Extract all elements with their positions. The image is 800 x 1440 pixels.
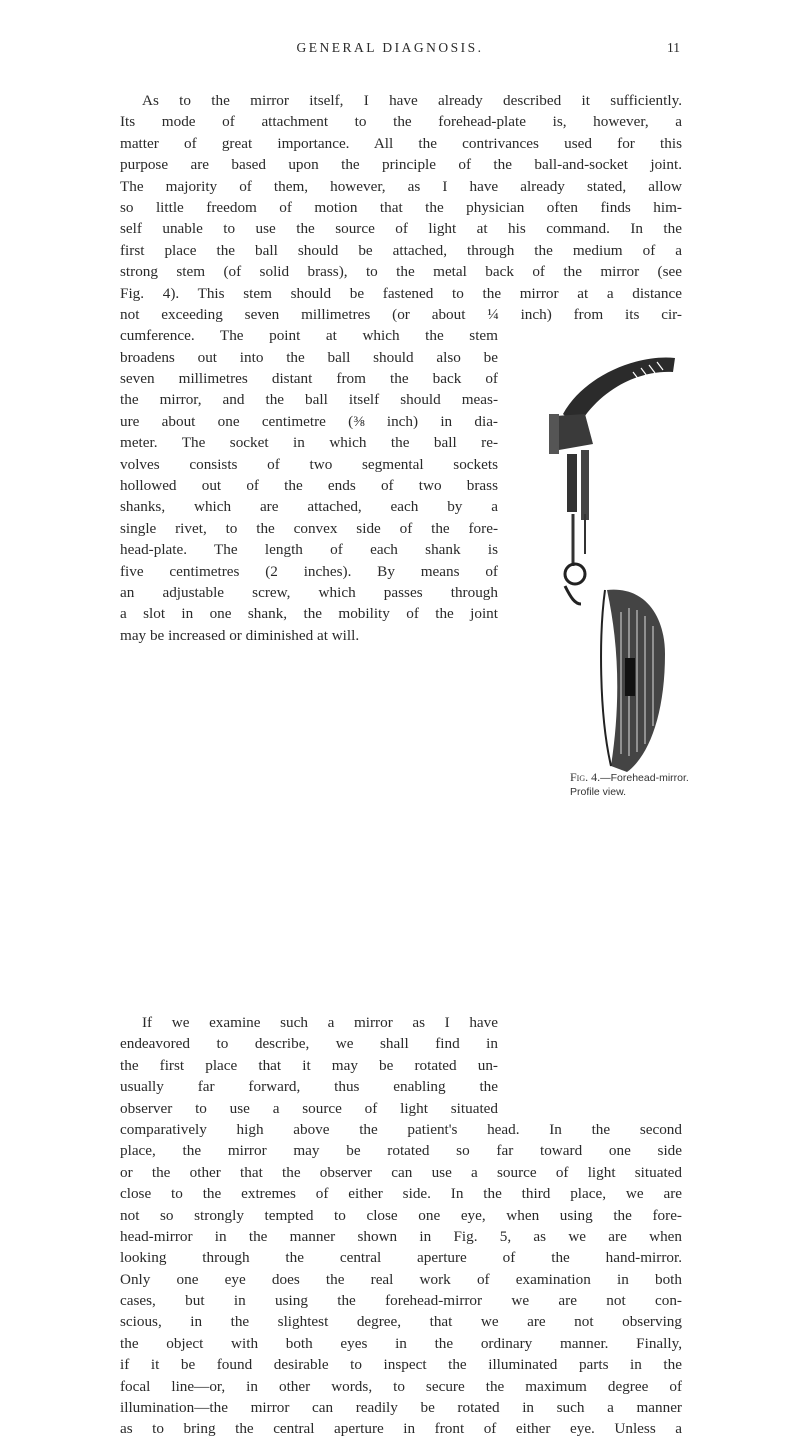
figure-label: Fig. 4. bbox=[570, 770, 601, 784]
text-line: endeavored to describe, we shall find in bbox=[120, 1035, 498, 1053]
text-line: hollowed out of the ends of two brass bbox=[120, 477, 498, 495]
text-line: strong stem (of solid brass), to the metal back of the mirror (see bbox=[120, 263, 682, 281]
text-line: Fig. 4). This stem should be fastened to the mirror at a distance bbox=[120, 284, 682, 302]
text-line: ure about one centimetre (⅜ inch) in dia- bbox=[120, 412, 498, 430]
socket-shank-upper bbox=[567, 454, 577, 512]
text-line: shanks, which are attached, each by a bbox=[120, 498, 498, 516]
figure-caption bbox=[570, 770, 700, 799]
text-line: an adjustable screw, which passes through bbox=[120, 583, 498, 601]
text-line: purpose are based upon the principle of the ball-and-socket joint. bbox=[120, 156, 682, 174]
text-line: as to bring the central aperture in front of either eye. Unless a bbox=[120, 1420, 682, 1438]
ball-joint bbox=[565, 564, 585, 584]
text-line: comparatively high above the patient's head. In the second bbox=[120, 1120, 682, 1138]
text-line: looking through the central aperture of the hand-mirror. bbox=[120, 1249, 682, 1267]
text-line: seven millimetres distant from the back of bbox=[120, 370, 498, 388]
text-line: head-mirror in the manner shown in Fig. 5, as we are when bbox=[120, 1227, 682, 1245]
text-line: If we examine such a mirror as I have bbox=[142, 1014, 498, 1031]
text-line: if it be found desirable to inspect the illuminated parts in the bbox=[120, 1356, 682, 1374]
text-line: scious, in the slightest degree, that we are not observing bbox=[120, 1313, 682, 1331]
text-line: volves consists of two segmental sockets bbox=[120, 455, 498, 473]
running-header bbox=[120, 40, 680, 62]
socket-shank-lower bbox=[581, 450, 589, 520]
text-line: broadens out into the ball should also be bbox=[120, 348, 498, 366]
text-line: single rivet, to the convex side of the fore- bbox=[120, 519, 498, 537]
text-line: so little freedom of motion that the physician often finds him- bbox=[120, 198, 682, 216]
text-line: not so strongly tempted to close one eye, when using the fore- bbox=[120, 1206, 682, 1224]
text-line: a slot in one shank, the mobility of the joint bbox=[120, 605, 498, 623]
text-line: cases, but in using the forehead-mirror we are not con- bbox=[120, 1292, 682, 1310]
text-line: meter. The socket in which the ball re- bbox=[120, 434, 498, 452]
text-line: self unable to use the source of light at his command. In the bbox=[120, 220, 682, 238]
mirror-disc bbox=[607, 590, 665, 772]
text-line: five centimetres (2 inches). By means of bbox=[120, 562, 498, 580]
text-line: the object with both eyes in the ordinary manner. Finally, bbox=[120, 1334, 682, 1352]
text-line: As to the mirror itself, I have already described it sufficiently. bbox=[142, 92, 682, 109]
text-line: usually far forward, thus enabling the bbox=[120, 1078, 498, 1096]
text-line: focal line—or, in other words, to secure the maximum degree of bbox=[120, 1377, 682, 1395]
running-title: GENERAL DIAGNOSIS. bbox=[296, 40, 484, 55]
paragraph-2 bbox=[120, 1012, 682, 1440]
mirror-stem bbox=[625, 658, 635, 696]
text-line: place, the mirror may be rotated so far toward one side bbox=[120, 1142, 682, 1160]
plate-edge bbox=[555, 414, 593, 450]
text-line: the first place that it may be rotated un- bbox=[120, 1056, 498, 1074]
text-line: Only one eye does the real work of examination in both bbox=[120, 1270, 682, 1288]
text-line: or the other that the observer can use a source of light situated bbox=[120, 1163, 682, 1181]
text-line: cumference. The point at which the stem bbox=[120, 327, 498, 345]
text-line: The majority of them, however, as I have already stated, allow bbox=[120, 177, 682, 195]
text-line: matter of great importance. All the contrivances used for this bbox=[120, 134, 682, 152]
text-line: close to the extremes of either side. In the third place, we are bbox=[120, 1185, 682, 1203]
text-line: illumination—the mirror can readily be rotated in such a manner bbox=[120, 1399, 682, 1417]
forehead-mirror-illustration bbox=[545, 354, 685, 774]
text-line: first place the ball should be attached, through the medium of a bbox=[120, 241, 682, 259]
text-line: may be increased or diminished at will. bbox=[120, 626, 360, 644]
text-line: the mirror, and the ball itself should meas- bbox=[120, 391, 498, 409]
text-line: head-plate. The length of each shank is bbox=[120, 541, 498, 559]
text-line: Its mode of attachment to the forehead-plate is, however, a bbox=[120, 113, 682, 131]
page-number: 11 bbox=[667, 40, 680, 55]
text-line: not exceeding seven millimetres (or about ¼ inch) from its cir- bbox=[120, 305, 682, 323]
text-line: observer to use a source of light situated bbox=[120, 1099, 498, 1117]
figure-caption-text: —Forehead-mirror. Profile view. bbox=[570, 772, 689, 798]
